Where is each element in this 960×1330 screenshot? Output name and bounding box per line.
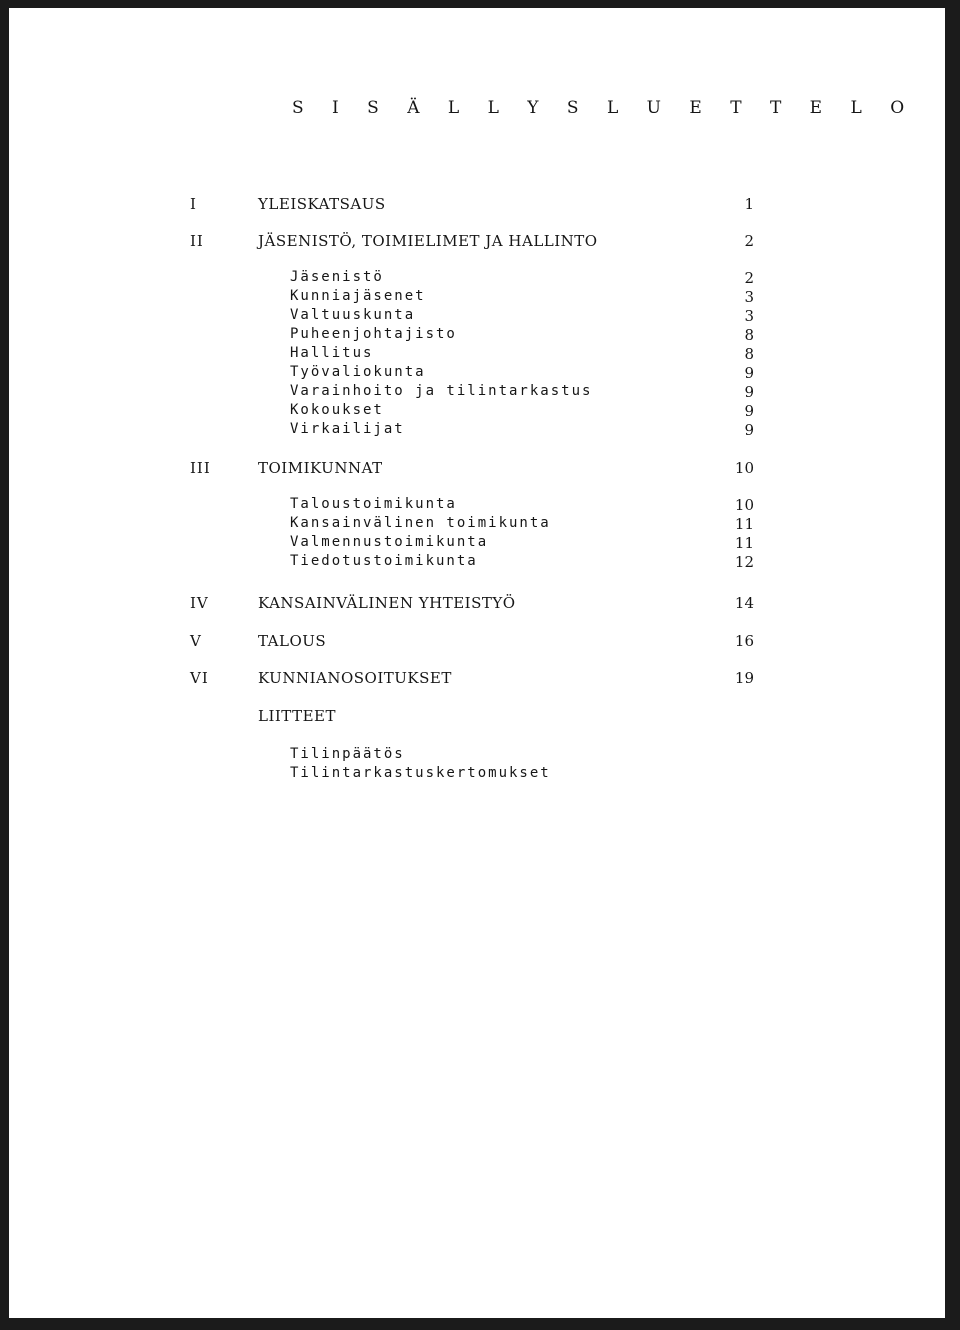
section-heading: KANSAINVÄLINEN YHTEISTYÖ [258,594,516,612]
section-heading: YLEISKATSAUS [258,195,386,213]
page-number: 10 [734,459,754,477]
page-number: 19 [734,669,754,687]
toc-section [9,594,945,616]
toc-section [9,232,945,254]
subentry-label: Tilinpäätös [290,746,405,762]
page-number: 12 [734,553,754,571]
page-number: 1 [744,195,754,213]
section-numeral: III [190,459,211,477]
subentry-label: Jäsenistö [290,269,384,285]
section-numeral: V [190,632,202,650]
toc-subentry [9,765,945,787]
page-number: 8 [744,345,754,363]
subentry-label: Kansainvälinen toimikunta [290,515,551,531]
section-heading: TALOUS [258,632,327,650]
section-numeral: IV [190,594,209,612]
section-heading: KUNNIANOSOITUKSET [258,669,452,687]
toc-section [9,707,945,729]
page-number: 9 [744,402,754,420]
subentry-label: Valtuuskunta [290,307,416,323]
toc-subentry [9,421,945,443]
toc-section [9,195,945,217]
page-number: 11 [734,534,754,552]
subentry-label: Varainhoito ja tilintarkastus [290,383,593,399]
page-number: 2 [744,232,754,250]
page-number: 2 [744,269,754,287]
page-number: 9 [744,421,754,439]
subentry-label: Työvaliokunta [290,364,426,380]
page-number: 14 [734,594,754,612]
document-page [9,8,945,1318]
subentry-label: Kunniajäsenet [290,288,426,304]
page-number: 8 [744,326,754,344]
toc-section [9,632,945,654]
page-number: 9 [744,364,754,382]
section-heading: TOIMIKUNNAT [258,459,383,477]
page-number: 3 [744,288,754,306]
subentry-label: Valmennustoimikunta [290,534,489,550]
subentry-label: Puheenjohtajisto [290,326,457,342]
toc-subentry [9,553,945,575]
subentry-label: Taloustoimikunta [290,496,457,512]
subentry-label: Hallitus [290,345,374,361]
section-heading: JÄSENISTÖ, TOIMIELIMET JA HALLINTO [258,232,598,250]
page-number: 16 [734,632,754,650]
section-numeral: II [190,232,204,250]
toc-section [9,459,945,481]
subentry-label: Virkailijat [290,421,405,437]
subentry-label: Kokoukset [290,402,384,418]
section-numeral: I [190,195,197,213]
page-number: 3 [744,307,754,325]
page-title: S I S Ä L L Y S L U E T T E L O [292,98,916,118]
section-heading: LIITTEET [258,707,337,725]
toc-section [9,669,945,691]
subentry-label: Tilintarkastuskertomukset [290,765,551,781]
subentry-label: Tiedotustoimikunta [290,553,478,569]
page-number: 9 [744,383,754,401]
section-numeral: VI [190,669,209,687]
page-number: 11 [734,515,754,533]
page-number: 10 [734,496,754,514]
